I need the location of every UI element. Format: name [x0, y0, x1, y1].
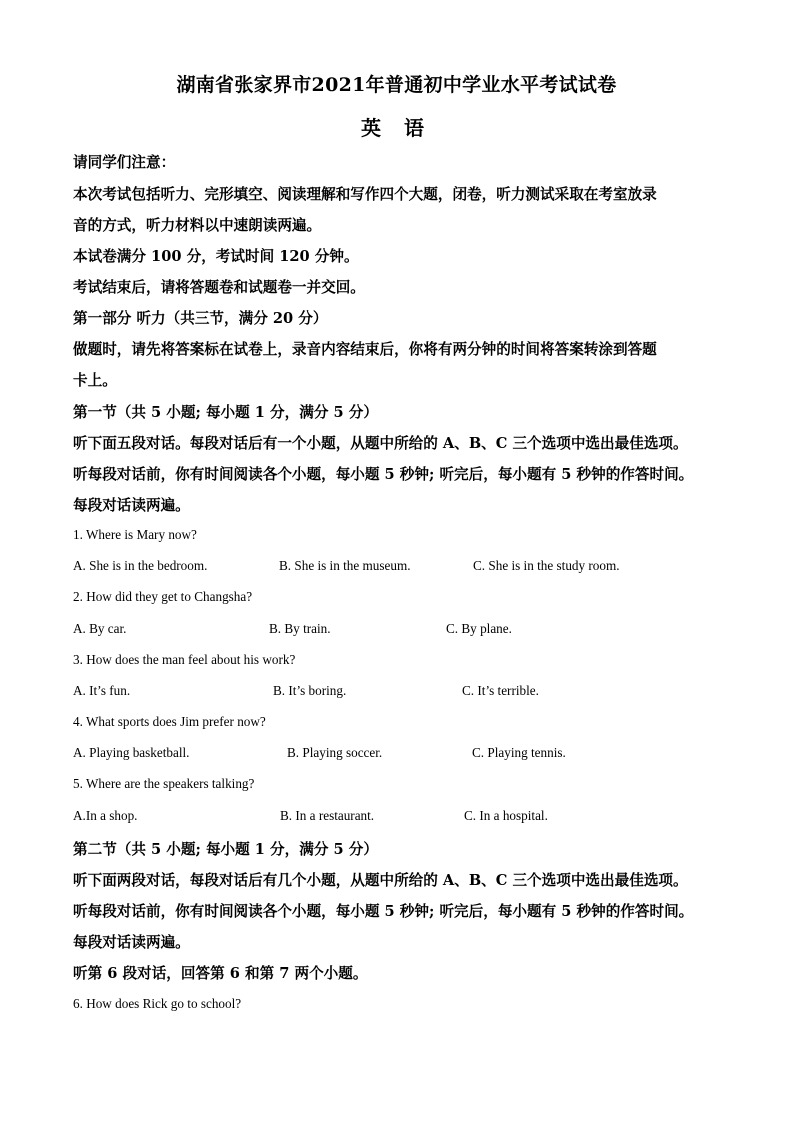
notice-line-3: 考试结束后，请将答题卷和试题卷一并交回。: [73, 279, 365, 296]
section2-instruction-c: 每段对话读两遍。: [73, 934, 190, 951]
section2-sub-heading: 听第 6 段对话，回答第 6 和第 7 两个小题。: [73, 965, 368, 982]
notice-line-1b: 音的方式，听力材料以中速朗读两遍。: [73, 217, 322, 234]
question-5-option-a: A.In a shop.: [73, 808, 138, 823]
section1-heading: 第一节（共 5 小题; 每小题 1 分，满分 5 分）: [73, 404, 378, 421]
question-1-option-a: A. She is in the bedroom.: [73, 558, 208, 573]
section1-instruction-c: 每段对话读两遍。: [73, 497, 190, 514]
section1-instruction-a: 听下面五段对话。每段对话后有一个小题，从题中所给的 A、B、C 三个选项中选出最佳选项。: [73, 435, 688, 452]
question-3-option-b: B. It’s boring.: [273, 683, 347, 698]
notice-line-1a: 本次考试包括听力、完形填空、阅读理解和写作四个大题，闭卷，听力测试采取在考室放录: [73, 186, 657, 203]
question-4-option-b: B. Playing soccer.: [287, 745, 383, 760]
question-2-option-c: C. By plane.: [446, 621, 512, 636]
question-1-option-c: C. She is in the study room.: [473, 558, 620, 573]
section1-instruction-b: 听每段对话前，你有时间阅读各个小题，每小题 5 秒钟; 听完后，每小题有 5 秒钟的作答时间。: [73, 466, 694, 483]
question-5: 5. Where are the speakers talking?: [73, 776, 255, 791]
section2-instruction-b: 听每段对话前，你有时间阅读各个小题，每小题 5 秒钟; 听完后，每小题有 5 秒钟的作答时间。: [73, 903, 694, 920]
part1-heading: 第一部分 听力（共三节，满分 20 分）: [73, 310, 328, 327]
question-5-option-b: B. In a restaurant.: [280, 808, 375, 823]
question-3: 3. How does the man feel about his work?: [73, 652, 296, 667]
section2-instruction-a: 听下面两段对话，每段对话后有几个小题，从题中所给的 A、B、C 三个选项中选出最佳选项。: [73, 872, 688, 889]
exam-title: 湖南省张家界市2021年普通初中学业水平考试试卷: [176, 74, 617, 96]
subject-title: 英 语: [361, 116, 432, 140]
part1-instruction-a: 做题时，请先将答案标在试卷上，录音内容结束后，你将有两分钟的时间将答案转涂到答题: [73, 341, 657, 358]
question-5-option-c: C. In a hospital.: [464, 808, 548, 823]
part1-instruction-b: 卡上。: [73, 372, 117, 389]
question-4: 4. What sports does Jim prefer now?: [73, 714, 266, 729]
notice-line-2: 本试卷满分 100 分，考试时间 120 分钟。: [73, 248, 359, 265]
question-1-option-b: B. She is in the museum.: [279, 558, 411, 573]
question-2-option-a: A. By car.: [73, 621, 127, 636]
question-4-option-a: A. Playing basketball.: [73, 745, 190, 760]
section2-heading: 第二节（共 5 小题; 每小题 1 分，满分 5 分）: [73, 841, 378, 858]
question-3-option-c: C. It’s terrible.: [462, 683, 539, 698]
question-2-option-b: B. By train.: [269, 621, 331, 636]
question-6: 6. How does Rick go to school?: [73, 996, 242, 1011]
notice-heading: 请同学们注意：: [73, 154, 176, 171]
question-4-option-c: C. Playing tennis.: [472, 745, 566, 760]
question-3-option-a: A. It’s fun.: [73, 683, 131, 698]
question-1: 1. Where is Mary now?: [73, 527, 197, 542]
question-2: 2. How did they get to Changsha?: [73, 589, 253, 604]
